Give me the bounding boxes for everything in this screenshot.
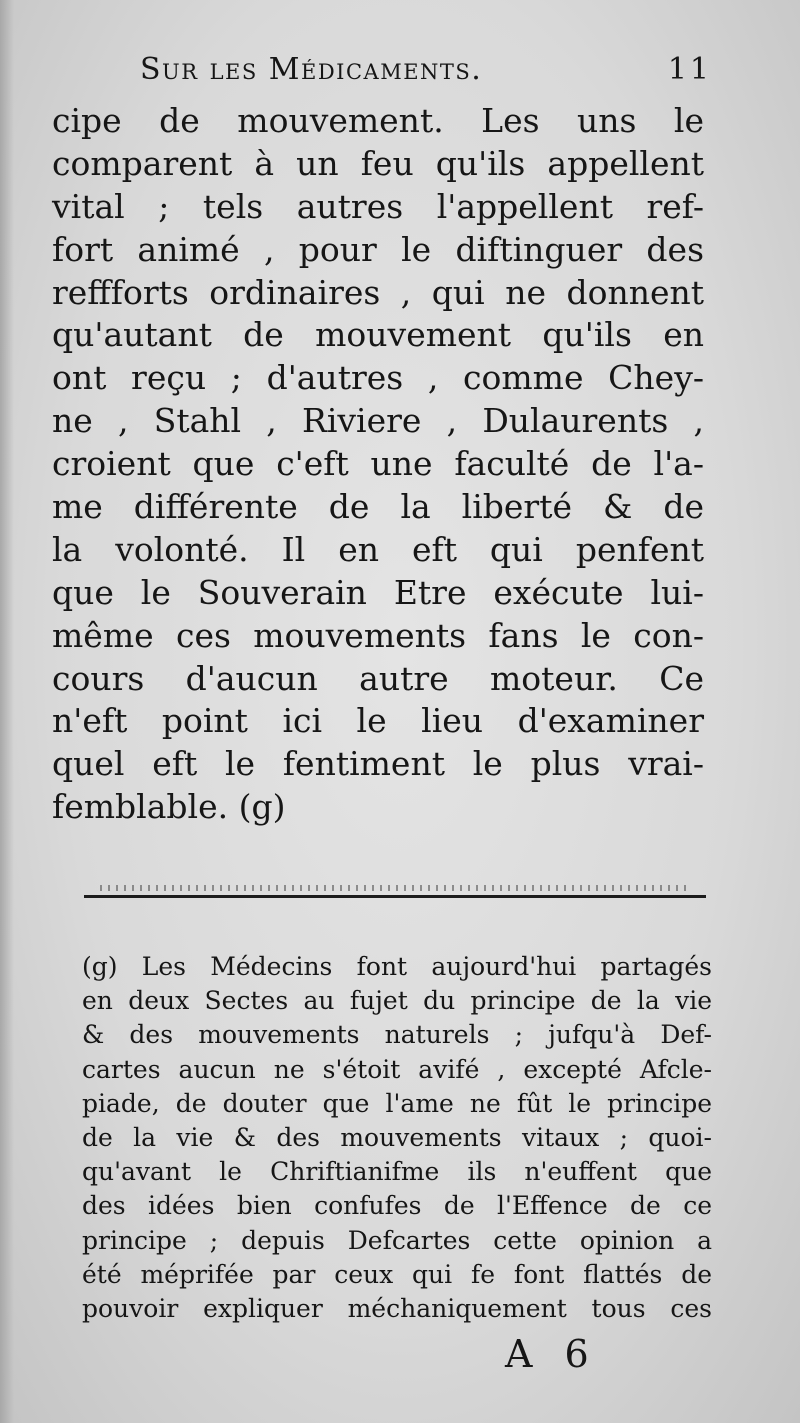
text-line: qu'autant de mouvement qu'ils en: [52, 315, 704, 355]
footnote-line: cartes aucun ne s'étoit avifé , excepté Afcle-: [82, 1054, 712, 1084]
footnote-line: (g) Les Médecins font aujourd'hui partagés: [82, 952, 712, 981]
footnote-line: pouvoir expliquer méchaniquement tous ces: [82, 1293, 712, 1323]
page-header: [140, 52, 712, 98]
page-edge-shadow: [0, 0, 14, 1423]
footnote-line: principe ; depuis Defcartes cette opinion a: [82, 1225, 712, 1255]
footnote-line: piade, de douter que l'ame ne fût le principe: [82, 1088, 712, 1118]
footnote-line: qu'avant le Chriftianifme ils n'euffent que: [82, 1157, 712, 1187]
text-line: comparent à un feu qu'ils appellent: [52, 143, 704, 183]
text-line: femblable. (g): [52, 787, 286, 827]
text-line: me différente de la liberté & de: [52, 487, 704, 527]
text-line: n'eft point ici le lieu d'examiner: [52, 701, 704, 741]
footnote-line: été méprifée par ceux qui fe font flattés de: [82, 1259, 712, 1289]
page-number: 11: [667, 52, 712, 87]
text-line: cours d'aucun autre moteur. Ce: [52, 658, 704, 698]
running-head: Sur les Médicaments.: [140, 52, 483, 87]
text-line: quel eft le fentiment le plus vrai-: [52, 744, 704, 784]
text-line: fort animé , pour le diftinguer des: [52, 229, 704, 269]
signature-mark: A 6: [505, 1332, 599, 1376]
text-line: cipe de mouvement. Les uns le: [52, 101, 704, 140]
text-line: même ces mouvements fans le con-: [52, 615, 704, 655]
footnote: [82, 950, 712, 1326]
text-line: la volonté. Il en eft qui penfent: [52, 529, 704, 569]
text-line: ont reçu ; d'autres , comme Chey-: [52, 358, 704, 398]
text-line: que le Souverain Etre exécute lui-: [52, 572, 704, 612]
text-line: ne , Stahl , Riviere , Dulaurents ,: [52, 401, 704, 441]
footnote-line: & des mouvements naturels ; jufqu'à Def-: [82, 1020, 712, 1050]
footnote-line: en deux Sectes au fujet du principe de la vie: [82, 986, 712, 1016]
footnote-line: des idées bien confufes de l'Effence de ce: [82, 1191, 712, 1221]
rule-dots: [100, 885, 690, 891]
text-line: croient que c'eft une faculté de l'a-: [52, 444, 704, 484]
text-line: vital ; tels autres l'appellent ref-: [52, 186, 704, 226]
footnote-rule: [84, 895, 706, 898]
main-text: [52, 100, 704, 829]
footnote-line: de la vie & des mouvements vitaux ; quoi-: [82, 1122, 712, 1152]
text-line: reffforts ordinaires , qui ne donnent: [52, 272, 704, 312]
